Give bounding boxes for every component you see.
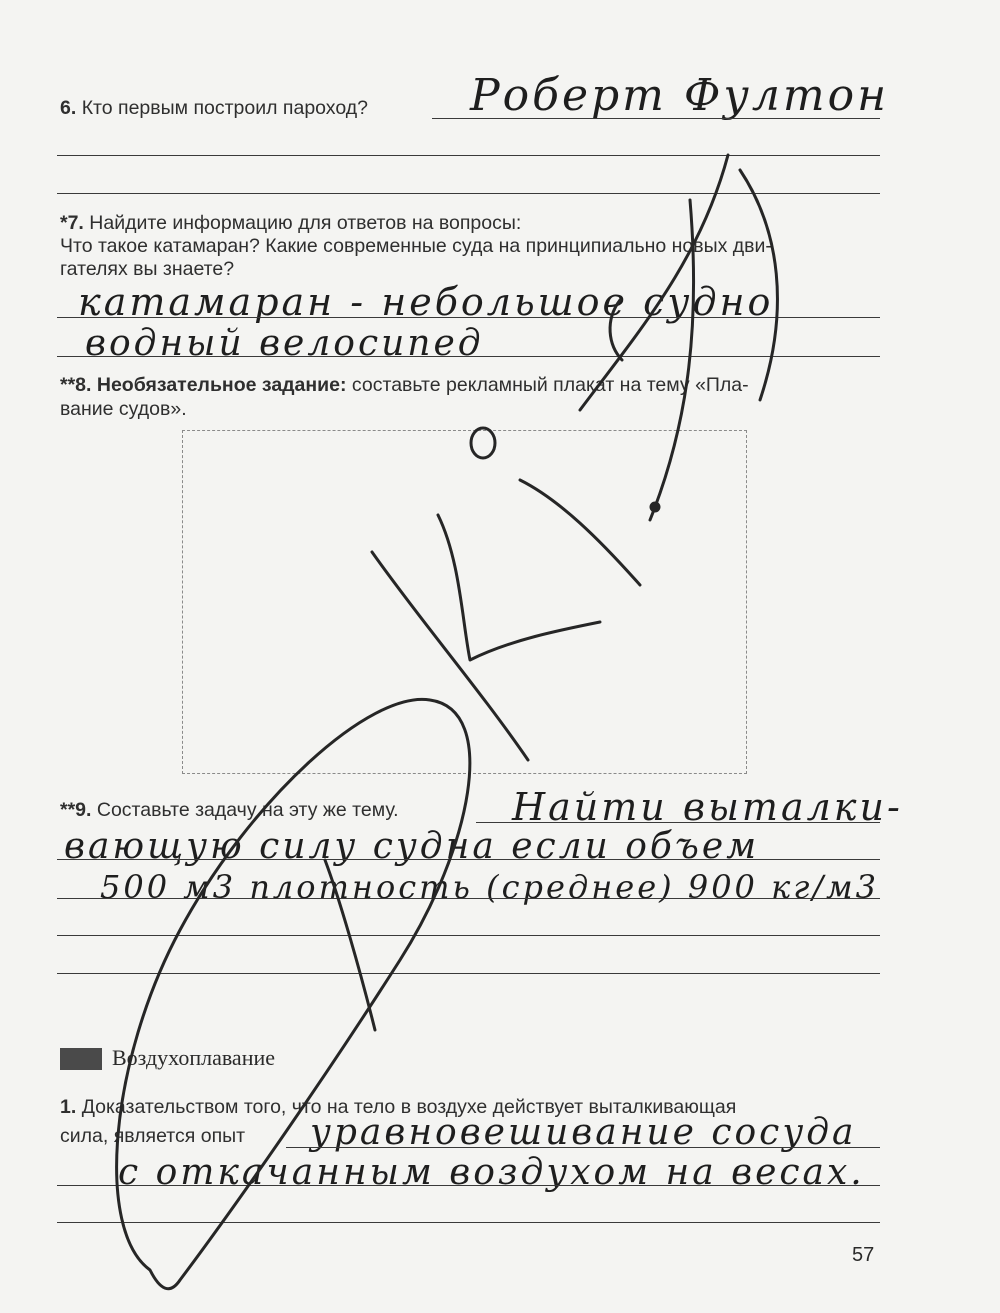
scrawl-letter-k-arm [438, 515, 600, 660]
scrawl-small-o [471, 428, 495, 458]
q6-text: Кто первым построил пароход? [81, 97, 368, 119]
scrawl-letter-k-stem [372, 552, 528, 760]
q1-number: 1. [60, 1096, 77, 1118]
q8-line2: вание судов». [60, 398, 187, 420]
q1-line2: сила, является опыт [60, 1125, 246, 1147]
q6-answer: Роберт Фултон [470, 70, 890, 121]
scrawl-stroke [740, 170, 777, 400]
q7-answer-line2: водный велосипед [85, 323, 484, 364]
q1-answer-line2: с откачанным воздухом на весах. [118, 1152, 865, 1193]
q1-answer-line1: уравновешивание сосуда [310, 1112, 857, 1153]
scrawl-letter-i [520, 480, 640, 585]
q9-answer-line1: Найти выталки- [512, 785, 903, 829]
q9-answer-line3: 500 м3 плотность (среднее) 900 кг/м3 [100, 868, 880, 906]
scrawl-letter-o [117, 699, 470, 1288]
q7-answer-line1: катамаран - небольшое судно [78, 280, 774, 324]
q1-line1: 1. Доказательством того, что на тело в воздухе действует выталкивающая [60, 1096, 737, 1118]
q8-number: **8. [60, 374, 92, 396]
scrawl-bracket [610, 300, 622, 360]
scrawl-stroke [580, 155, 728, 410]
page-number: 57 [852, 1244, 875, 1266]
q9-answer-line2: вающую силу судна если объем [64, 826, 760, 867]
q9-number: **9. [60, 799, 92, 821]
scrawl-stroke [650, 200, 694, 520]
q7-line3: гателях вы знаете? [60, 258, 235, 280]
q7-number: *7. [60, 212, 84, 234]
q8-line1: **8. Необязательное задание: составьте рекламный плакат на тему «Пла- [60, 374, 749, 396]
scrawl-stroke [325, 860, 375, 1030]
q9-line1: **9. Составьте задачу на эту же тему. [60, 799, 399, 821]
q7-line2: Что такое катамаран? Какие современные суда на принципиально новых дви- [60, 235, 772, 257]
q7-title: *7. Найдите информацию для ответов на вопросы: [60, 212, 522, 234]
section-title: Воздухоплавание [112, 1045, 276, 1070]
q6-number: 6. [60, 97, 77, 119]
